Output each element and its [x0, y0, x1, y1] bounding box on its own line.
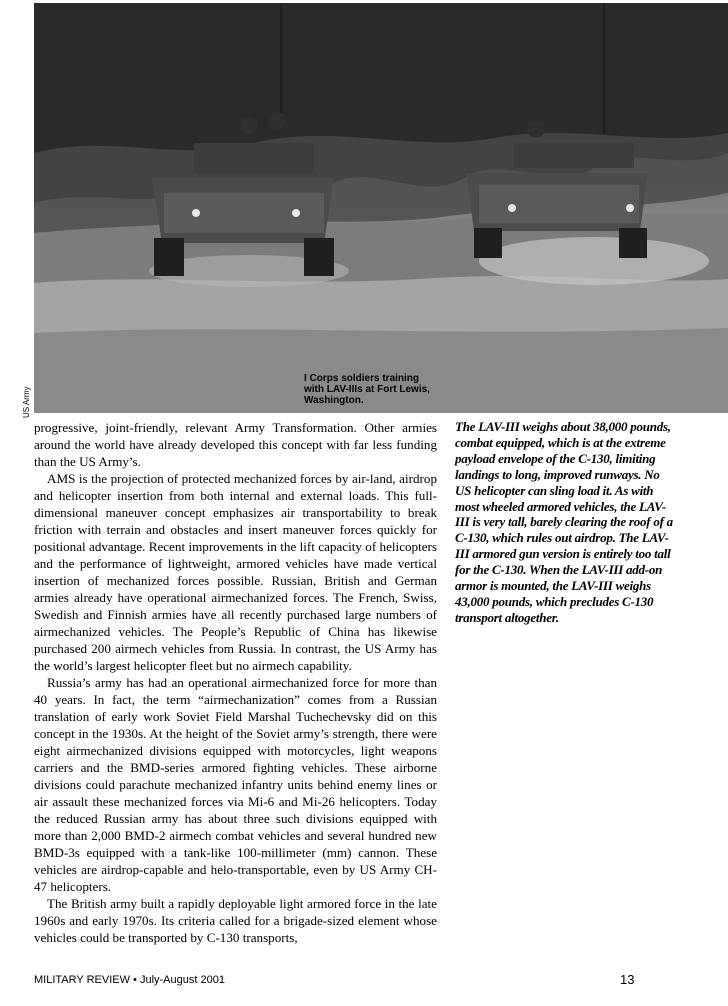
- journal-title: MILITARY REVIEW: [34, 974, 130, 986]
- article-body: [34, 419, 437, 946]
- pull-quote: The LAV-III weighs about 38,000 pounds, combat equipped, which is at the extreme payload envelope of the C-130, limiting landings to long, improved runways. No US helicopter can sling load it. As with most wheeled armored vehicles, the LAV-III is very tall, barely clearing the roof of a C-130, which rules out airdrop. The LAV-III armored gun version is entirely too tall for the C-130. When the LAV-III add-on armor is mounted, the LAV-III weighs 43,000 pounds, which precludes C-130 transport altogether.: [455, 419, 673, 625]
- lav-iii-photo: [34, 3, 728, 413]
- caption-line: I Corps soldiers training: [304, 373, 420, 384]
- running-footer: [34, 974, 225, 986]
- photo-scene: [34, 3, 728, 413]
- paragraph: progressive, joint-friendly, relevant Army Transformation. Other armies around the world have already developed this concept with far less funding than the US Army’s.: [34, 420, 437, 469]
- photo-credit: US Army: [22, 386, 31, 418]
- caption-line: with LAV-IIIs at Fort Lewis,: [304, 384, 430, 395]
- paragraph: Russia’s army has had an operational airmechanized force for more than 40 years. In fact, the term “airmechanization” comes from a Russian translation of early work Soviet Field Marshal Tuchechevsky did on this concept in the 1930s. At the height of the Soviet army’s strength, there were eight airmechanized divisions equipped with motorcycles, light weapons carriers and the BMD-series armored fighting vehicles. These airborne divisions could parachute mechanized infantry units behind enemy lines or air assault these mechanized forces via Mi-6 and Mi-26 helicopters. Today the reduced Russian army has about three such divisions equipped with more than 2,000 BMD-2 airmech combat vehicles and several hundred new BMD-3s equipped with a tank-like 100-millimeter (mm) cannon. These vehicles are airdrop-capable and helo-transportable, even by US Army CH-47 helicopters.: [34, 675, 437, 894]
- caption-line: Washington.: [304, 395, 364, 406]
- page-number: 13: [620, 972, 635, 987]
- issue-date: July-August 2001: [139, 974, 225, 986]
- paragraph: The British army built a rapidly deployable light armored force in the late 1960s and early 1970s. Its criteria called for a brigade-sized element whose vehicles could be transported by C-130 transports,: [34, 896, 437, 945]
- paragraph: AMS is the projection of protected mechanized forces by air-land, airdrop and helicopter insertion from both internal and external loads. This full-dimensional maneuver concept emphasizes air transportability to break friction with terrain and obstacles and insert maneuver forces quickly for positional advantage. Recent improvements in the lift capacity of helicopters and the performance of lightweight, armored vehicles have made vertical insertion of mechanized forces possible. Russian, British and German armies already have operational airmechanized forces. The French, Swiss, Swedish and Finnish armies have all recently purchased large numbers of airmechanized vehicles. The People’s Republic of China has likewise purchased 200 airmech vehicles from Russia. In contrast, the US Army has the world’s largest helicopter fleet but no airmech capability.: [34, 471, 437, 673]
- bullet-separator: •: [133, 974, 137, 986]
- photo-caption: [304, 373, 454, 406]
